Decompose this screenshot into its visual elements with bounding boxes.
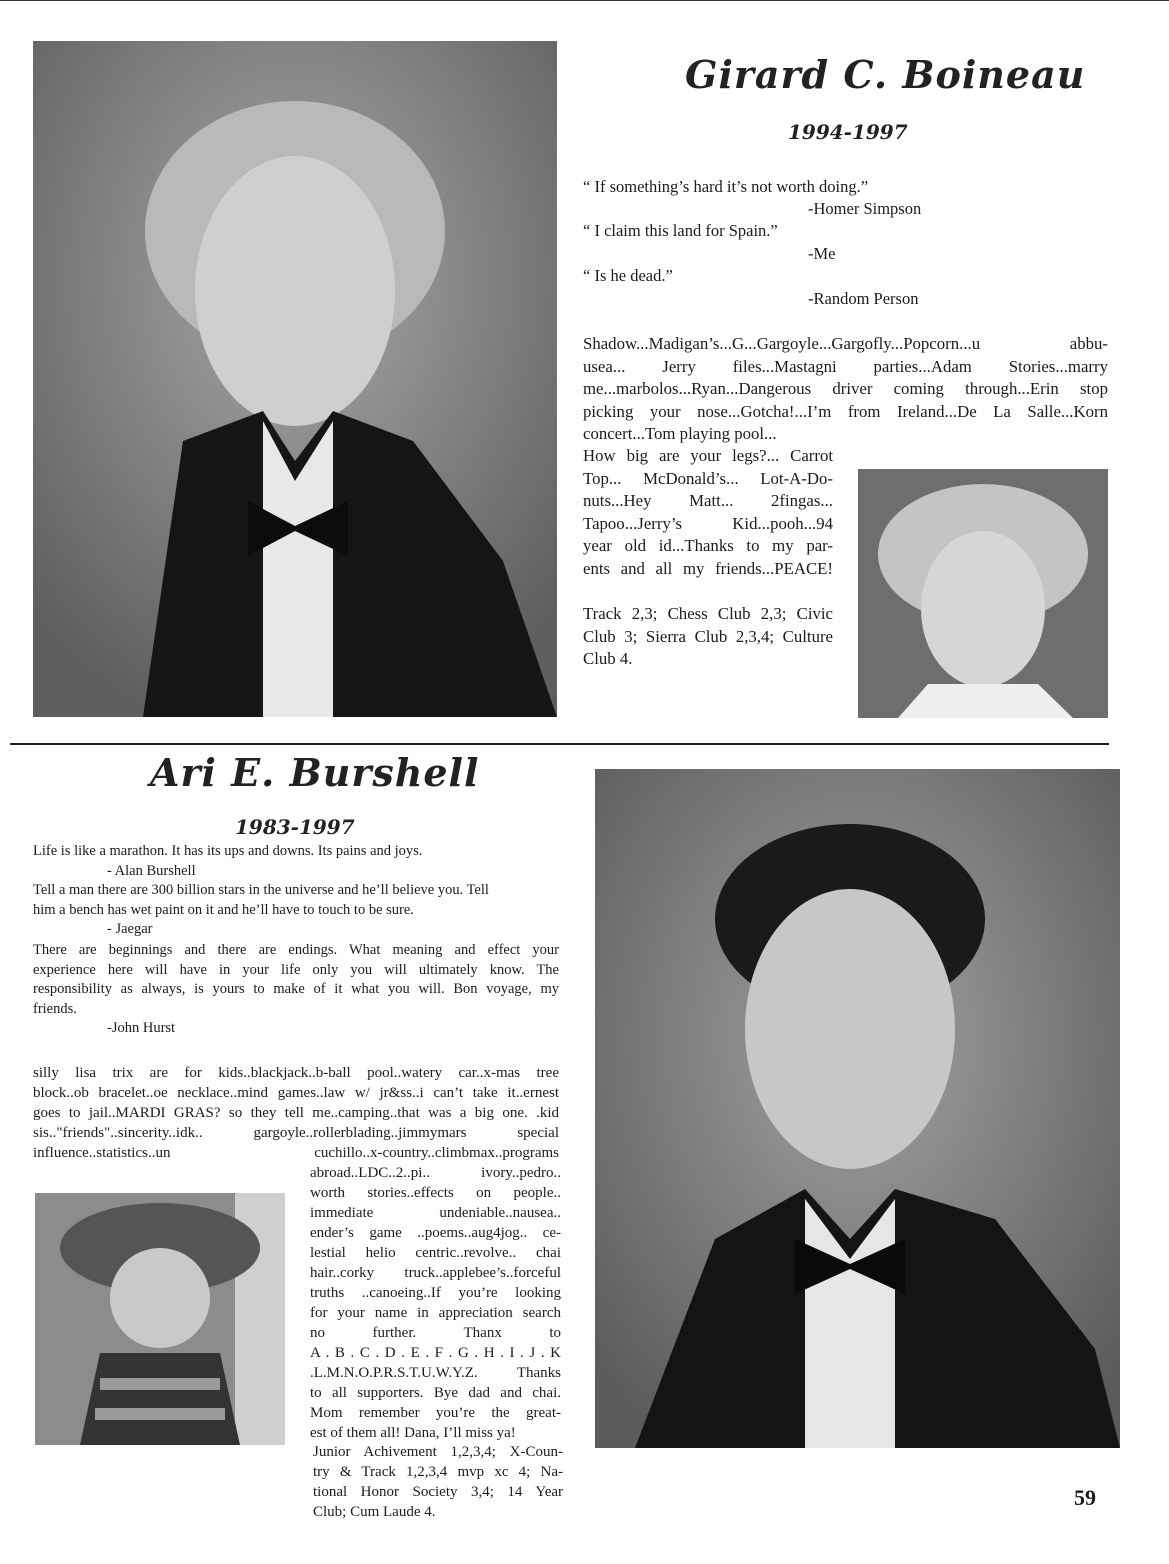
bio-line: How big are your legs?... Carrot [583,446,833,465]
quote-line: experience here will have in your life only you will ultimately know. The [33,961,559,978]
bio-line: abroad..LDC..2..pi.. ivory..pedro.. [310,1165,561,1181]
bio-line: ender’s game ..poems..aug4jog.. ce- [310,1225,561,1241]
quote-2: “ I claim this land for Spain.” [583,221,778,240]
bio-line: .L.M.N.O.P.R.S.T.U.W.Y.Z. Thanks [310,1365,561,1381]
activities-line: try & Track 1,2,3,4 mvp xc 4; Na- [313,1464,563,1480]
bio-line: Tapoo...Jerry’s Kid...pooh...94 [583,513,833,533]
senior-portrait-ari [595,769,1120,1448]
bio-line: worth stories..effects on people.. [310,1185,561,1201]
bio-line: block..ob bracelet..oe necklace..mind games..law w/ jr&ss..i can’t take it..ernest [33,1085,559,1101]
bio-line: immediate undeniable..nausea.. [310,1205,561,1221]
section-divider [10,743,1109,745]
bio-line: Top... McDonald’s... Lot-A-Do- [583,468,833,488]
baby-photo-ari [35,1193,285,1445]
quote-author: - Jaegar [107,921,153,937]
bio-line: me...marbolos...Ryan...Dangerous driver coming through...Erin stop [583,379,1108,398]
quote-line: friends. [33,1000,77,1017]
bio-line: Mom remember you’re the great- [310,1405,561,1421]
quote-line: There are beginnings and there are endings. What meaning and effect your [33,942,559,958]
quote-author: -John Hurst [107,1020,176,1036]
student-years-girard: 1994-1997 [788,120,908,144]
bio-line: est of them all! Dana, I’ll miss ya! [310,1425,516,1441]
student-name-ari: Ari E. Burshell [150,750,480,795]
bio-ari [33,1063,559,1163]
quote-author: - Alan Burshell [107,862,196,879]
bio-line: usea... Jerry files...Mastagni parties...Adam Stories...marry [583,356,1108,376]
quotes-ari-hurst [33,941,559,1039]
bio-line: truths ..canoeing..If you’re looking [310,1285,561,1301]
quote-3-author: -Random Person [808,289,919,308]
activities-line: Junior Achivement 1,2,3,4; X-Coun- [313,1444,563,1460]
bio-line: to all supporters. Bye dad and chai. [310,1385,561,1401]
activities-line: Track 2,3; Chess Club 2,3; Civic [583,604,833,623]
bio-line: influence..statistics..un cuchillo..x-country..climbmax..programs [33,1145,559,1161]
quote-line: responsibility as always, is yours to make of it what you will. Bon voyage, my [33,981,559,997]
top-rule [0,0,1169,1]
bio-line: Shadow...Madigan’s...G...Gargoyle...Gargofly...Popcorn...u abbu- [583,334,1108,353]
bio-line: concert...Tom playing pool... [583,424,777,443]
activities-ari [313,1442,563,1522]
quote-line: him a bench has wet paint on it and he’ll have to touch to be sure. [33,901,414,918]
bio-ari-narrow [310,1163,561,1443]
quote-1: “ If something’s hard it’s not worth doing.” [583,177,869,196]
bio-line: lestial helio centric..revolve.. chai [310,1245,561,1261]
activities-line: Club 4. [583,649,633,668]
bio-line: nuts...Hey Matt... 2fingas... [583,491,833,510]
bio-girard-narrow [583,445,833,580]
bio-line: sis.."friends"..sincerity..idk.. gargoyle..rollerblading..jimmymars special [33,1125,559,1141]
bio-line: silly lisa trix are for kids..blackjack..b-ball pool..watery car..x-mas tree [33,1065,559,1081]
bio-line: hair..corky truck..applebee’s..forceful [310,1265,561,1281]
bio-line: for your name in appreciation search [310,1305,561,1321]
quote-1-author: -Homer Simpson [808,199,922,218]
page-number: 59 [1074,1485,1096,1510]
bio-line: year old id...Thanks to my par- [583,536,833,555]
quote-3: “ Is he dead.” [583,266,673,285]
senior-portrait-girard [33,41,557,717]
bio-girard [583,333,1108,446]
activities-line: Club 3; Sierra Club 2,3,4; Culture [583,626,833,646]
activities-line: Club; Cum Laude 4. [313,1504,436,1520]
quote-line: Life is like a marathon. It has its ups and downs. Its pains and joys. [33,843,423,859]
quotes-ari [33,842,489,940]
activities-girard [583,603,833,671]
quote-2-author: -Me [808,244,836,263]
bio-line: A . B . C . D . E . F . G . H . I . J . K [310,1345,561,1361]
activities-line: tional Honor Society 3,4; 14 Year [313,1484,563,1500]
bio-line: goes to jail..MARDI GRAS? so they tell me..camping..that was a big one. .kid [33,1105,559,1121]
quote-line: Tell a man there are 300 billion stars in the universe and he’ll believe you. Tell [33,882,489,898]
bio-line: picking your nose...Gotcha!...I’m from Ireland...De La Salle...Korn [583,401,1108,421]
candid-photo-girard [858,469,1108,718]
bio-line: ents and all my friends...PEACE! [583,558,833,578]
student-years-ari: 1983-1997 [235,815,355,839]
bio-line: no further. Thanx to [310,1325,561,1341]
student-name-girard: Girard C. Boineau [685,52,1086,97]
